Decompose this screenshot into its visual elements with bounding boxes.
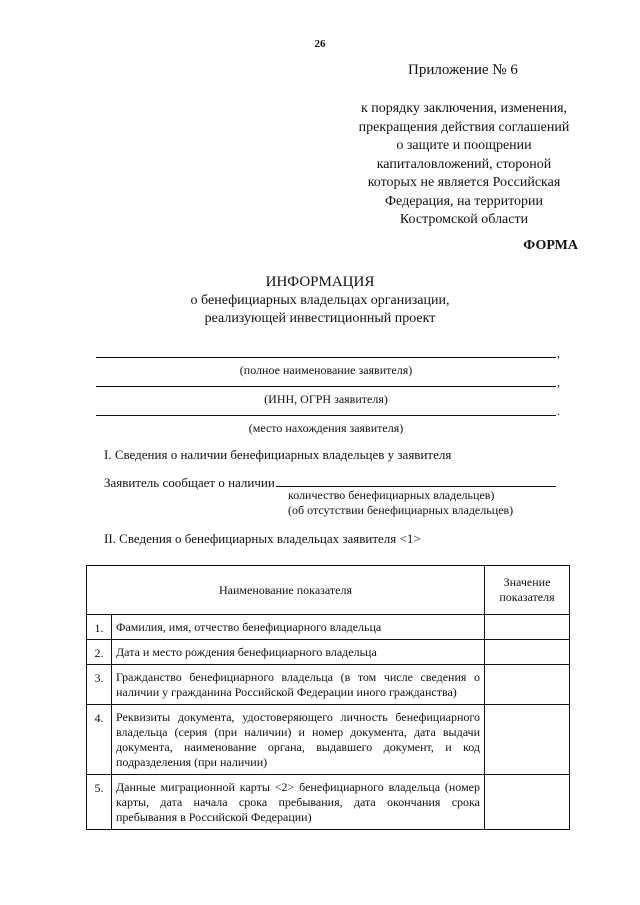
inn-ogrn-line[interactable] bbox=[96, 386, 556, 387]
page-number: 26 bbox=[314, 38, 326, 50]
table-row bbox=[87, 775, 570, 830]
location-line[interactable] bbox=[96, 415, 556, 416]
annex-line: о защите и поощрении bbox=[396, 138, 532, 153]
annex-line: прекращения действия соглашений bbox=[358, 119, 570, 135]
row-indicator: Реквизиты документа, удостоверяющего личность бенефициарного владельца (серия (при наличии) и номер документа, дата выдачи документа, наименование органа, выдавшего документ, и код подразделения (при наличии) bbox=[112, 705, 485, 775]
row-number: 5. bbox=[87, 775, 112, 830]
row-indicator: Гражданство бенефициарного владельца (в том числе сведения о наличии у гражданина Российской Федерации иного гражданства) bbox=[112, 665, 485, 705]
full-name-line[interactable] bbox=[96, 357, 556, 358]
table-row bbox=[87, 640, 570, 665]
row-indicator: Фамилия, имя, отчество бенефициарного владельца bbox=[112, 615, 485, 640]
document-title: ИНФОРМАЦИЯ bbox=[265, 274, 375, 290]
inn-ogrn-comma: , bbox=[557, 375, 560, 389]
subtitle-line: реализующей инвестиционный проект bbox=[204, 311, 436, 326]
full-name-caption: (полное наименование заявителя) bbox=[239, 363, 413, 377]
row-value-cell[interactable] bbox=[485, 615, 570, 640]
section-1-statement: Заявитель сообщает о наличии bbox=[104, 475, 275, 490]
annex-description bbox=[330, 100, 598, 230]
row-number: 4. bbox=[87, 705, 112, 775]
table-row bbox=[87, 615, 570, 640]
row-value-cell[interactable] bbox=[485, 705, 570, 775]
beneficiary-count-caption: количество бенефициарных владельцев) bbox=[288, 488, 495, 502]
header-indicator-value bbox=[485, 566, 570, 615]
header-value-line: показателя bbox=[499, 590, 555, 604]
document-subtitle bbox=[0, 292, 640, 328]
row-number: 3. bbox=[87, 665, 112, 705]
row-number: 2. bbox=[87, 640, 112, 665]
full-name-comma: , bbox=[557, 346, 560, 360]
annex-line: капиталовложений, стороной bbox=[376, 156, 552, 172]
beneficiary-indicators-table bbox=[86, 565, 570, 830]
beneficiary-count-line[interactable] bbox=[276, 486, 556, 487]
beneficiary-absence-caption: (об отсутствии бенефициарных владельцев) bbox=[288, 503, 514, 517]
row-value-cell[interactable] bbox=[485, 665, 570, 705]
form-label: ФОРМА bbox=[523, 238, 578, 253]
location-period: . bbox=[557, 404, 560, 418]
row-indicator: Дата и место рождения бенефициарного владельца bbox=[112, 640, 485, 665]
header-value-line: Значение bbox=[503, 575, 551, 589]
section-1-heading: I. Сведения о наличии бенефициарных владельцев у заявителя bbox=[104, 447, 452, 462]
row-indicator: Данные миграционной карты <2> бенефициарного владельца (номер карты, дата начала срока пребывания, дата окончания срока пребывания в Российской Федерации) bbox=[112, 775, 485, 830]
location-caption: (место нахождения заявителя) bbox=[248, 421, 404, 435]
subtitle-line: о бенефициарных владельцах организации, bbox=[190, 293, 450, 308]
annex-title: Приложение № 6 bbox=[408, 62, 518, 78]
annex-line: к порядку заключения, изменения, bbox=[360, 101, 568, 116]
inn-ogrn-caption: (ИНН, ОГРН заявителя) bbox=[264, 392, 388, 406]
row-number: 1. bbox=[87, 615, 112, 640]
header-indicator-name: Наименование показателя bbox=[87, 566, 485, 615]
row-value-cell[interactable] bbox=[485, 640, 570, 665]
section-2-heading: II. Сведения о бенефициарных владельцах заявителя <1> bbox=[104, 531, 421, 546]
table-row bbox=[87, 705, 570, 775]
row-value-cell[interactable] bbox=[485, 775, 570, 830]
table-row bbox=[87, 665, 570, 705]
annex-line: Костромской области bbox=[399, 212, 529, 227]
annex-line: которых не является Российская bbox=[367, 175, 561, 190]
annex-line: Федерация, на территории bbox=[384, 193, 543, 209]
table-header-row bbox=[87, 566, 570, 615]
